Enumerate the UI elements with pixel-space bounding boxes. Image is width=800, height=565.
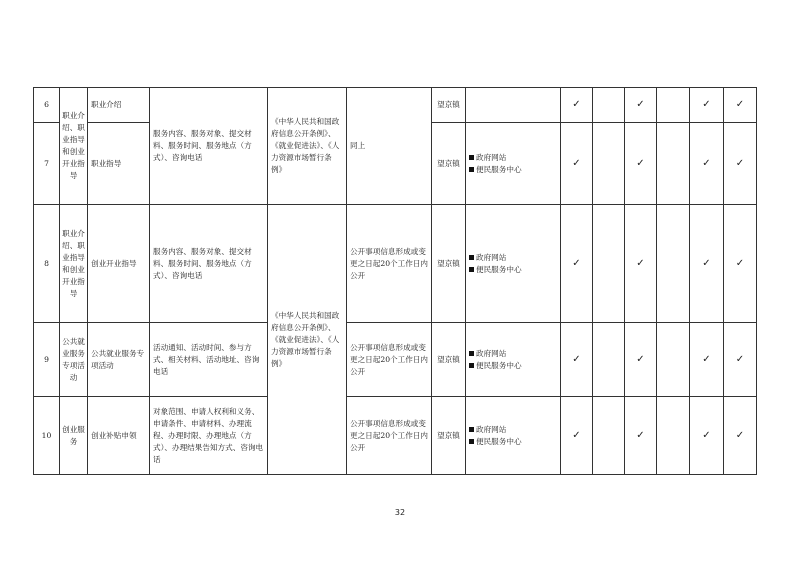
row-number: 10 [34, 397, 60, 475]
check-mark: ✓ [561, 397, 593, 475]
category-level2: 创业补贴申领 [88, 397, 150, 475]
bullet-square-icon [469, 363, 474, 368]
row-number: 8 [34, 205, 60, 323]
disclosure-channel [466, 123, 561, 205]
disclosure-subject: 望京镇 [432, 205, 466, 323]
channel-item: 政府网站 [469, 348, 557, 360]
empty-cell [593, 123, 625, 205]
disclosure-content: 服务内容、服务对象、提交材料、服务时间、服务地点（方式）、咨询电话 [150, 88, 268, 205]
channel-item: 便民服务中心 [469, 164, 557, 176]
bullet-square-icon [469, 167, 474, 172]
page-number: 32 [394, 508, 406, 517]
category-level2: 创业开业指导 [88, 205, 150, 323]
category-level1: 创业服务 [60, 397, 88, 475]
disclosure-time: 公开事项信息形成或变更之日起20个工作日内公开 [347, 323, 432, 397]
table-row [34, 323, 757, 397]
check-mark: ✓ [561, 205, 593, 323]
disclosure-basis: 《中华人民共和国政府信息公开条例》、《就业促进法》、《人力资源市场暂行条例》 [268, 205, 347, 475]
disclosure-subject: 望京镇 [432, 397, 466, 475]
check-mark: ✓ [690, 205, 724, 323]
check-mark: ✓ [561, 323, 593, 397]
channel-item: 政府网站 [469, 424, 557, 436]
bullet-square-icon [469, 255, 474, 260]
channel-item: 便民服务中心 [469, 360, 557, 372]
disclosure-content: 服务内容、服务对象、提交材料、服务时间、服务地点（方式）、咨询电话 [150, 205, 268, 323]
check-mark: ✓ [625, 397, 657, 475]
table-row [34, 397, 757, 475]
empty-cell [657, 88, 690, 123]
channel-item: 政府网站 [469, 252, 557, 264]
check-mark: ✓ [724, 205, 757, 323]
empty-cell [593, 205, 625, 323]
table-row [34, 205, 757, 323]
disclosure-time: 公开事项信息形成或变更之日起20个工作日内公开 [347, 205, 432, 323]
category-level2: 职业指导 [88, 123, 150, 205]
disclosure-basis: 《中华人民共和国政府信息公开条例》、《就业促进法》、《人力资源市场暂行条例》 [268, 88, 347, 205]
bullet-square-icon [469, 155, 474, 160]
check-mark: ✓ [625, 323, 657, 397]
check-mark: ✓ [625, 123, 657, 205]
check-mark: ✓ [625, 88, 657, 123]
check-mark: ✓ [625, 205, 657, 323]
channel-item: 政府网站 [469, 152, 557, 164]
disclosure-channel [466, 88, 561, 123]
empty-cell [593, 397, 625, 475]
bullet-square-icon [469, 351, 474, 356]
check-mark: ✓ [724, 88, 757, 123]
row-number: 9 [34, 323, 60, 397]
disclosure-time: 公开事项信息形成或变更之日起20个工作日内公开 [347, 397, 432, 475]
category-level2: 公共就业服务专项活动 [88, 323, 150, 397]
check-mark: ✓ [690, 323, 724, 397]
category-level1: 职业介绍、职业指导和创业开业指导 [60, 88, 88, 205]
table-row [34, 88, 757, 123]
check-mark: ✓ [561, 88, 593, 123]
disclosure-channel [466, 397, 561, 475]
check-mark: ✓ [690, 88, 724, 123]
disclosure-subject: 望京镇 [432, 88, 466, 123]
disclosure-subject: 望京镇 [432, 323, 466, 397]
check-mark: ✓ [724, 123, 757, 205]
disclosure-channel [466, 205, 561, 323]
check-mark: ✓ [561, 123, 593, 205]
check-mark: ✓ [724, 397, 757, 475]
check-mark: ✓ [724, 323, 757, 397]
bullet-square-icon [469, 427, 474, 432]
row-number: 6 [34, 88, 60, 123]
check-mark: ✓ [690, 397, 724, 475]
check-mark: ✓ [690, 123, 724, 205]
bullet-square-icon [469, 439, 474, 444]
empty-cell [593, 88, 625, 123]
category-level2: 职业介绍 [88, 88, 150, 123]
category-level1: 职业介绍、职业指导和创业开业指导 [60, 205, 88, 323]
disclosure-time: 同上 [347, 88, 432, 205]
disclosure-table [33, 87, 757, 475]
empty-cell [593, 323, 625, 397]
disclosure-content: 对象范围、申请人权利和义务、申请条件、申请材料、办理流程、办理时限、办理地点（方式）、办理结果告知方式、咨询电话 [150, 397, 268, 475]
bullet-square-icon [469, 267, 474, 272]
empty-cell [657, 323, 690, 397]
disclosure-subject: 望京镇 [432, 123, 466, 205]
disclosure-channel [466, 323, 561, 397]
row-number: 7 [34, 123, 60, 205]
channel-item: 便民服务中心 [469, 264, 557, 276]
disclosure-content: 活动通知、活动时间、参与方式、相关材料、活动地址、咨询电话 [150, 323, 268, 397]
empty-cell [657, 397, 690, 475]
empty-cell [657, 205, 690, 323]
channel-item: 便民服务中心 [469, 436, 557, 448]
category-level1: 公共就业服务专项活动 [60, 323, 88, 397]
empty-cell [657, 123, 690, 205]
